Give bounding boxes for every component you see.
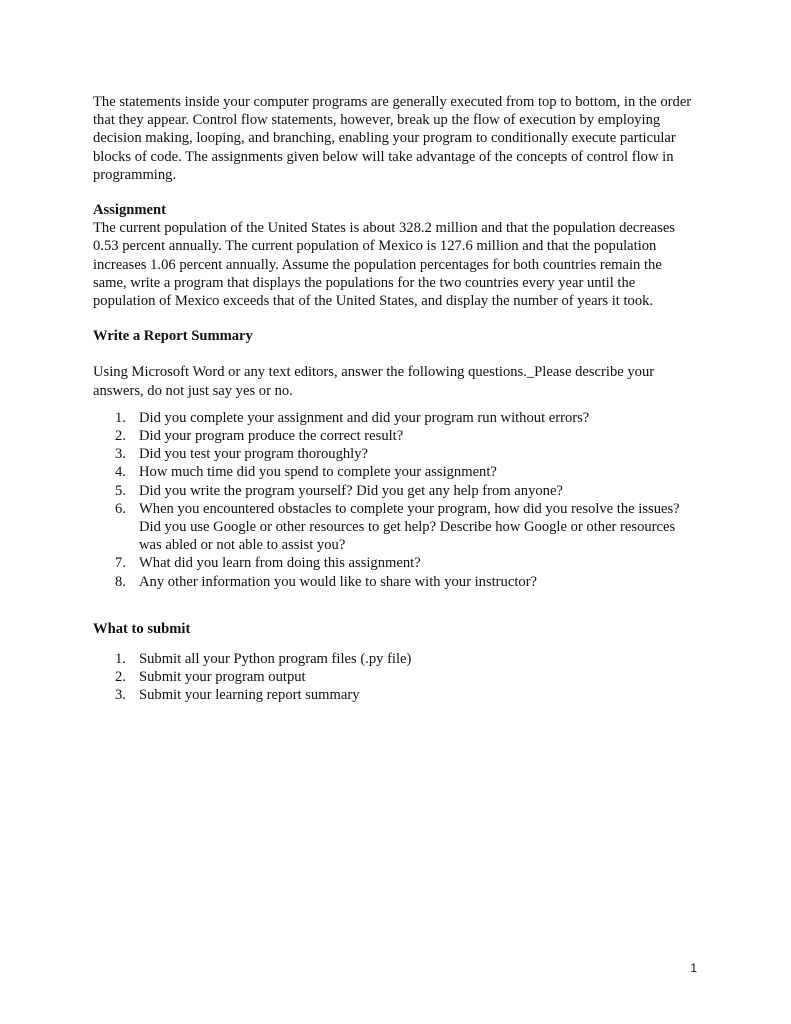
list-item-text: Submit all your Python program files (.py file)	[139, 651, 412, 668]
list-number: 6.	[115, 500, 126, 517]
list-number: 2.	[115, 428, 126, 445]
what-to-submit-heading: What to submit	[93, 620, 191, 637]
report-summary-heading: Write a Report Summary	[93, 328, 253, 345]
list-item	[93, 668, 699, 686]
list-item	[93, 482, 699, 500]
list-item	[93, 500, 699, 555]
page-number: 1	[690, 961, 697, 975]
list-item-text: Any other information you would like to share with your instructor?	[139, 573, 538, 590]
document-page	[93, 93, 699, 705]
list-item	[93, 650, 699, 668]
list-item-text: Submit your learning report summary	[139, 687, 360, 704]
list-item	[93, 409, 699, 427]
assignment-body: The current population of the United States is about 328.2 million and that the population decreases 0.53 percent annually. The current population of Mexico is 127.6 million and that the population increases 1.06 percent annually. Assume the population percentages for both countries remain the same, write a program that displays the populations for the two countries every year until the population of Mexico exceeds that of the United States, and display the number of years it took.	[93, 220, 675, 310]
list-item-text: When you encountered obstacles to complete your program, how did you resolve the issues? Did you use Google or other resources to get help? Describe how Google or other resources was abled or not able to assist you?	[139, 500, 680, 554]
list-item	[93, 445, 699, 463]
list-item-text: Did your program produce the correct result?	[139, 428, 404, 445]
list-number: 2.	[115, 669, 126, 686]
list-number: 3.	[115, 446, 126, 463]
list-number: 8.	[115, 573, 126, 590]
list-item-text: Did you test your program thoroughly?	[139, 446, 369, 463]
list-number: 4.	[115, 464, 126, 481]
list-item-text: Did you write the program yourself? Did you get any help from anyone?	[139, 482, 563, 499]
list-number: 7.	[115, 555, 126, 572]
list-item-text: How much time did you spend to complete your assignment?	[139, 464, 497, 481]
list-item	[93, 686, 699, 704]
list-number: 1.	[115, 409, 126, 426]
report-questions-list	[93, 409, 699, 591]
list-number: 1.	[115, 651, 126, 668]
list-number: 5.	[115, 482, 126, 499]
list-item-text: What did you learn from doing this assignment?	[139, 555, 421, 572]
list-number: 3.	[115, 687, 126, 704]
assignment-heading: Assignment	[93, 202, 166, 219]
submit-items-list	[93, 650, 699, 705]
list-item-text: Submit your program output	[139, 669, 306, 686]
list-item	[93, 554, 699, 572]
list-item	[93, 427, 699, 445]
intro-paragraph: The statements inside your computer programs are generally executed from top to bottom, in the order that they appear. Control flow statements, however, break up the flow of execution by employing decision making, looping, and branching, enabling your program to conditionally execute particular blocks of code. The assignments given below will take advantage of the concepts of control flow in programming.	[93, 94, 692, 183]
report-intro-paragraph: Using Microsoft Word or any text editors, answer the following questions._Please describe your answers, do not just say yes or no.	[93, 364, 655, 399]
list-item	[93, 463, 699, 481]
list-item-text: Did you complete your assignment and did your program run without errors?	[139, 409, 590, 426]
list-item	[93, 573, 699, 591]
